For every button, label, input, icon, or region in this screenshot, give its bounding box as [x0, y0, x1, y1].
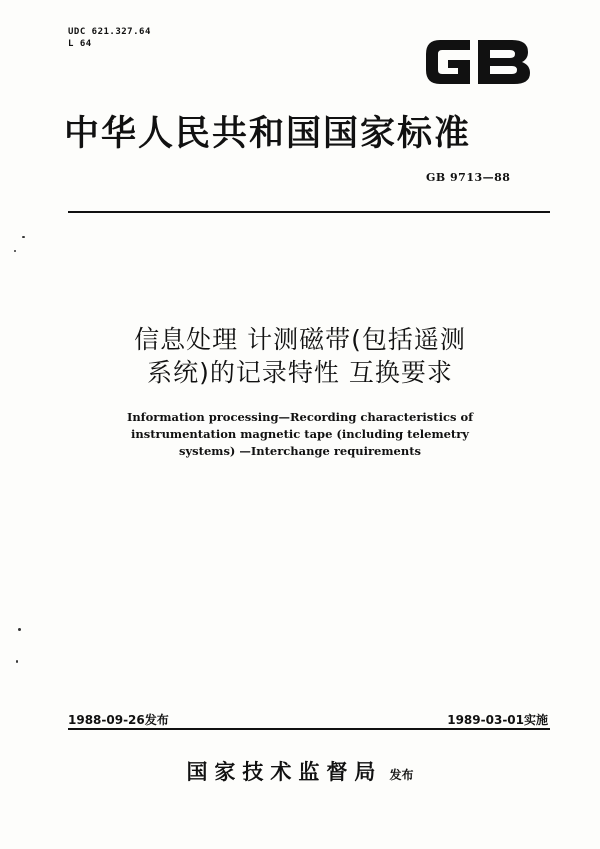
udc-classification [68, 26, 151, 50]
bottom-divider [68, 728, 550, 730]
scan-speck [22, 236, 25, 238]
scan-speck [14, 250, 16, 252]
udc-category: L 64 [68, 39, 92, 49]
standard-number: GB 9713—88 [426, 171, 511, 184]
publish-label: 发布 [389, 768, 414, 782]
chinese-title-line-2: 系统)的记录特性 互换要求 [147, 358, 453, 387]
top-divider [68, 211, 550, 213]
english-title-line-3: systems) —Interchange requirements [179, 444, 421, 458]
scan-speck [18, 628, 21, 631]
udc-code: UDC 621.327.64 [68, 27, 151, 37]
english-title-line-2: instrumentation magnetic tape (including telemetry [131, 427, 469, 441]
issuing-authority [0, 756, 600, 786]
chinese-title [0, 323, 600, 389]
english-title [0, 409, 600, 460]
standard-type-heading: 中华人民共和国国家标准 [64, 114, 472, 154]
implementation-date: 1989-03-01实施 [447, 713, 548, 727]
english-title-line-1: Information processing—Recording characteristics of [126, 410, 474, 424]
chinese-title-line-1: 信息处理 计测磁带(包括遥测 [134, 325, 466, 354]
gb-logo [420, 34, 535, 90]
scan-speck [16, 660, 18, 663]
organization-name: 国家技术监督局 [186, 760, 383, 784]
issue-date: 1988-09-26发布 [68, 713, 169, 727]
